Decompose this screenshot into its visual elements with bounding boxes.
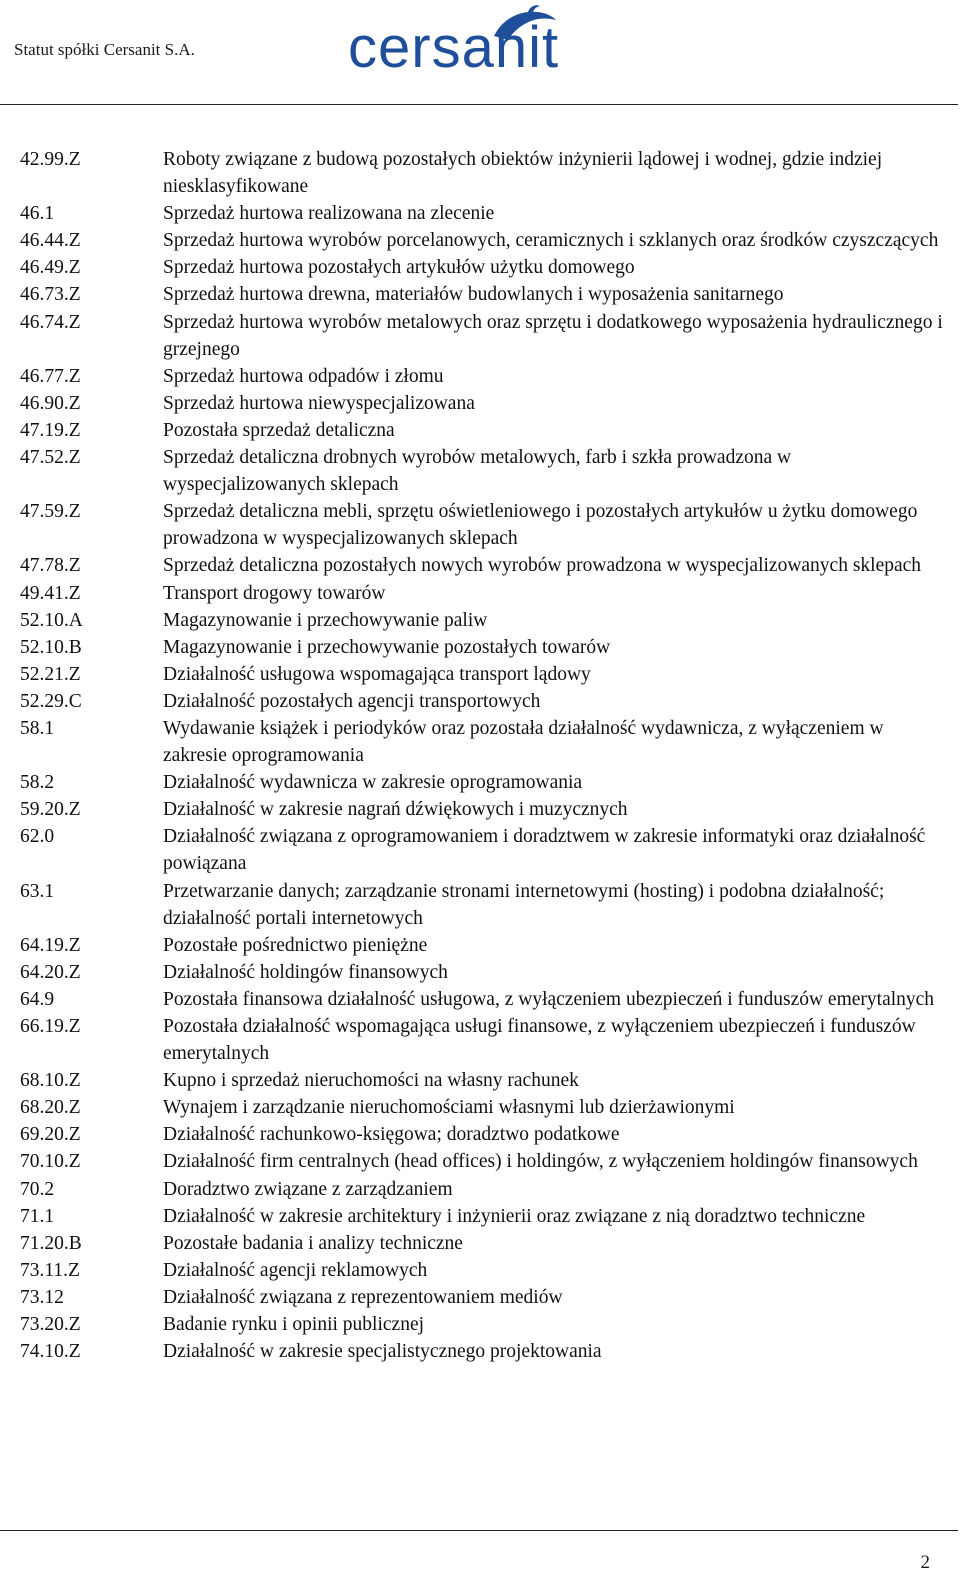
activity-code: 73.20.Z bbox=[20, 1314, 81, 1336]
activity-code: 73.11.Z bbox=[20, 1259, 80, 1281]
activity-description: Działalność firm centralnych (head offices) i holdingów, z wyłączeniem holdingów finansowych bbox=[163, 1151, 918, 1173]
list-item bbox=[20, 1148, 950, 1175]
list-item bbox=[20, 254, 950, 281]
activity-description: Działalność usługowa wspomagająca transport lądowy bbox=[163, 663, 591, 685]
activity-description: Działalność w zakresie nagrań dźwiękowych i muzycznych bbox=[163, 799, 628, 821]
list-item bbox=[20, 363, 950, 390]
activity-code: 64.19.Z bbox=[20, 934, 81, 956]
activity-description: Pozostała działalność wspomagająca usługi finansowe, z wyłączeniem ubezpieczeń i funduszów emerytalnych bbox=[163, 1016, 916, 1065]
activity-code: 52.10.B bbox=[20, 636, 82, 658]
activity-description: Sprzedaż detaliczna drobnych wyrobów metalowych, farb i szkła prowadzona w wyspecjalizowanych sklepach bbox=[163, 447, 792, 496]
activity-code: 52.21.Z bbox=[20, 663, 81, 685]
list-item bbox=[20, 878, 950, 932]
activity-code: 73.12 bbox=[20, 1286, 64, 1308]
list-item bbox=[20, 1257, 950, 1284]
list-item bbox=[20, 796, 950, 823]
activity-code: 59.20.Z bbox=[20, 799, 81, 821]
activity-code: 46.49.Z bbox=[20, 257, 81, 279]
activity-description: Pozostała finansowa działalność usługowa, z wyłączeniem ubezpieczeń i funduszów emerytalnych bbox=[163, 988, 935, 1010]
activity-code: 46.73.Z bbox=[20, 284, 81, 306]
activity-code: 52.10.A bbox=[20, 609, 83, 631]
activity-code: 70.10.Z bbox=[20, 1151, 81, 1173]
list-item bbox=[20, 1230, 950, 1257]
cersanit-logo bbox=[348, 2, 584, 82]
activity-description: Działalność związana z oprogramowaniem i doradztwem w zakresie informatyki oraz działalność powiązana bbox=[163, 826, 926, 875]
list-item bbox=[20, 607, 950, 634]
list-item bbox=[20, 309, 950, 363]
activity-code: 71.1 bbox=[20, 1205, 55, 1227]
list-item bbox=[20, 661, 950, 688]
activity-description: Sprzedaż detaliczna mebli, sprzętu oświetleniowego i pozostałych artykułów u żytku domowego prowadzona w wyspecjalizowanych sklepach bbox=[163, 501, 918, 550]
activity-description: Działalność w zakresie architektury i inżynierii oraz związane z nią doradztwo techniczne bbox=[163, 1205, 866, 1227]
activity-description: Działalność wydawnicza w zakresie oprogramowania bbox=[163, 772, 583, 794]
pkd-code-list bbox=[20, 146, 950, 1365]
activity-code: 70.2 bbox=[20, 1178, 55, 1200]
activity-description: Magazynowanie i przechowywanie pozostałych towarów bbox=[163, 636, 611, 658]
list-item bbox=[20, 823, 950, 877]
list-item bbox=[20, 390, 950, 417]
activity-description: Przetwarzanie danych; zarządzanie stronami internetowymi (hosting) i podobna działalność; działalność portali internetowych bbox=[163, 880, 885, 929]
activity-description: Magazynowanie i przechowywanie paliw bbox=[163, 609, 488, 631]
activity-code: 42.99.Z bbox=[20, 149, 81, 170]
activity-description: Wynajem i zarządzanie nieruchomościami własnymi lub dzierżawionymi bbox=[163, 1097, 735, 1119]
list-item bbox=[20, 688, 950, 715]
list-item bbox=[20, 227, 950, 254]
list-item bbox=[20, 715, 950, 769]
list-item bbox=[20, 959, 950, 986]
activity-code: 46.1 bbox=[20, 203, 55, 225]
activity-description: Transport drogowy towarów bbox=[163, 582, 386, 604]
list-item bbox=[20, 552, 950, 579]
activity-description: Pozostałe badania i analizy techniczne bbox=[163, 1232, 463, 1254]
list-item bbox=[20, 200, 950, 227]
activity-description: Sprzedaż hurtowa niewyspecjalizowana bbox=[163, 392, 475, 414]
activity-code: 47.19.Z bbox=[20, 419, 81, 441]
activity-description: Sprzedaż hurtowa odpadów i złomu bbox=[163, 365, 444, 387]
list-item bbox=[20, 1013, 950, 1067]
activity-code: 58.2 bbox=[20, 772, 55, 794]
list-item bbox=[20, 417, 950, 444]
activity-code: 63.1 bbox=[20, 880, 55, 902]
activity-description: Działalność holdingów finansowych bbox=[163, 961, 448, 983]
activity-description: Pozostałe pośrednictwo pieniężne bbox=[163, 934, 428, 956]
activity-description: Badanie rynku i opinii publicznej bbox=[163, 1314, 425, 1336]
list-item bbox=[20, 1121, 950, 1148]
activity-description: Działalność rachunkowo-księgowa; doradztwo podatkowe bbox=[163, 1124, 620, 1146]
list-item bbox=[20, 1284, 950, 1311]
activity-code: 58.1 bbox=[20, 717, 55, 739]
list-item bbox=[20, 1094, 950, 1121]
activity-description: Działalność związana z reprezentowaniem mediów bbox=[163, 1286, 563, 1308]
activity-code: 74.10.Z bbox=[20, 1341, 81, 1363]
activity-code: 47.59.Z bbox=[20, 501, 81, 523]
activity-description: Roboty związane z budową pozostałych obiektów inżynierii lądowej i wodnej, gdzie indziej niesklasyfikowane bbox=[163, 149, 883, 198]
activity-description: Działalność w zakresie specjalistycznego projektowania bbox=[163, 1341, 602, 1363]
header-divider bbox=[0, 104, 958, 105]
activity-description: Sprzedaż hurtowa realizowana na zlecenie bbox=[163, 203, 495, 225]
activity-code: 68.20.Z bbox=[20, 1097, 81, 1119]
activity-description: Sprzedaż detaliczna pozostałych nowych wyrobów prowadzona w wyspecjalizowanych sklepach bbox=[163, 555, 922, 577]
activity-code: 64.20.Z bbox=[20, 961, 81, 983]
activity-code: 64.9 bbox=[20, 988, 55, 1010]
activity-code: 47.52.Z bbox=[20, 447, 81, 469]
activity-code: 62.0 bbox=[20, 826, 55, 848]
header-title: Statut spółki Cersanit S.A. bbox=[14, 40, 195, 59]
list-item bbox=[20, 281, 950, 308]
page-header bbox=[0, 0, 960, 106]
list-item bbox=[20, 1203, 950, 1230]
list-item bbox=[20, 1176, 950, 1203]
list-item bbox=[20, 444, 950, 498]
activity-description: Działalność agencji reklamowych bbox=[163, 1259, 428, 1281]
list-item bbox=[20, 1067, 950, 1094]
list-item bbox=[20, 986, 950, 1013]
activity-code: 71.20.B bbox=[20, 1232, 82, 1254]
list-item bbox=[20, 634, 950, 661]
list-item bbox=[20, 932, 950, 959]
activity-code: 46.44.Z bbox=[20, 230, 81, 252]
activity-description: Sprzedaż hurtowa wyrobów porcelanowych, ceramicznych i szklanych oraz środków czyszczących bbox=[163, 230, 939, 252]
activity-description: Sprzedaż hurtowa pozostałych artykułów użytku domowego bbox=[163, 257, 635, 279]
list-item bbox=[20, 1311, 950, 1338]
activity-code: 69.20.Z bbox=[20, 1124, 81, 1146]
activity-code: 46.90.Z bbox=[20, 392, 81, 414]
list-item bbox=[20, 769, 950, 796]
list-item bbox=[20, 1338, 950, 1365]
activity-code: 66.19.Z bbox=[20, 1016, 81, 1037]
activity-description: Działalność pozostałych agencji transportowych bbox=[163, 690, 541, 712]
activity-code: 52.29.C bbox=[20, 690, 82, 712]
footer-divider bbox=[0, 1530, 958, 1531]
activity-description: Kupno i sprzedaż nieruchomości na własny rachunek bbox=[163, 1070, 579, 1092]
list-item bbox=[20, 146, 950, 200]
activity-description: Doradztwo związane z zarządzaniem bbox=[163, 1178, 453, 1200]
activity-code: 49.41.Z bbox=[20, 582, 81, 604]
list-item bbox=[20, 498, 950, 552]
activity-description: Sprzedaż hurtowa drewna, materiałów budowlanych i wyposażenia sanitarnego bbox=[163, 284, 784, 306]
activity-description: Pozostała sprzedaż detaliczna bbox=[163, 419, 395, 441]
activity-code: 46.74.Z bbox=[20, 311, 81, 333]
activity-description: Wydawanie książek i periodyków oraz pozostała działalność wydawnicza, z wyłączeniem w zakresie oprogramowania bbox=[163, 717, 884, 767]
logo-wordmark: cersanit bbox=[348, 15, 560, 80]
activity-code: 68.10.Z bbox=[20, 1070, 81, 1092]
activity-description: Sprzedaż hurtowa wyrobów metalowych oraz sprzętu i dodatkowego wyposażenia hydraulicznego i grzejnego bbox=[163, 311, 943, 360]
list-item bbox=[20, 580, 950, 607]
activity-code: 47.78.Z bbox=[20, 555, 81, 577]
page-number: 2 bbox=[920, 1552, 930, 1573]
activity-code: 46.77.Z bbox=[20, 365, 81, 387]
